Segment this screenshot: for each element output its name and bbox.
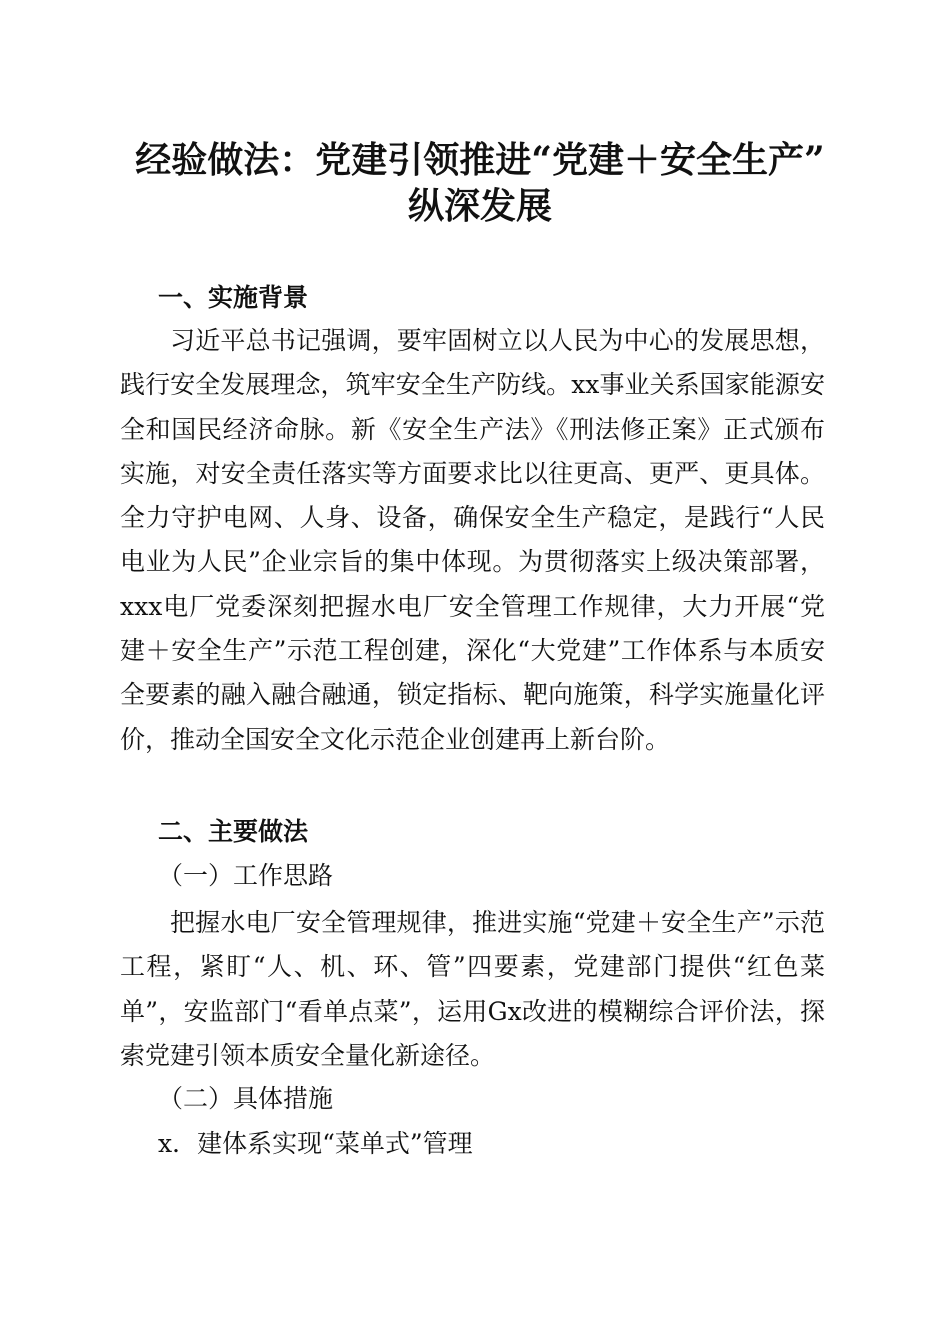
- section-heading-background: 一、实施背景: [158, 283, 309, 312]
- subheading-specific-measures: （二）具体措施: [158, 1084, 334, 1113]
- subheading-work-approach: （一）工作思路: [158, 861, 334, 890]
- list-item-menu-management: x．建体系实现“菜单式”管理: [158, 1129, 473, 1158]
- document-title-line-1: 经验做法：党建引领推进“党建＋安全生产”: [135, 139, 825, 181]
- section-heading-main-practices: 二、主要做法: [158, 817, 309, 846]
- paragraph-background: 习近平总书记强调，要牢固树立以人民为中心的发展思想，践行安全发展理念，筑牢安全生产防线。xx事业关系国家能源安全和国民经济命脉。新《安全生产法》《刑法修正案》正式颁布实施，对安全责任落实等方面要求比以往更高、更严、更具体。全力守护电网、人身、设备，确保安全生产稳定，是践行“人民电业为人民”企业宗旨的集中体现。为贯彻落实上级决策部署，xxx电厂党委深刻把握水电厂安全管理工作规律，大力开展“党建＋安全生产”示范工程创建，深化“大党建”工作体系与本质安全要素的融入融合融通，锁定指标、靶向施策，科学实施量化评价，推动全国安全文化示范企业创建再上新台阶。: [120, 326, 825, 754]
- paragraph-work-approach: 把握水电厂安全管理规律，推进实施“党建＋安全生产”示范工程，紧盯“人、机、环、管”四要素，党建部门提供“红色菜单”，安监部门“看单点菜”，运用Gx改进的模糊综合评价法，探索党建引领本质安全量化新途径。: [120, 908, 825, 1070]
- document-title-line-2: 纵深发展: [407, 185, 552, 227]
